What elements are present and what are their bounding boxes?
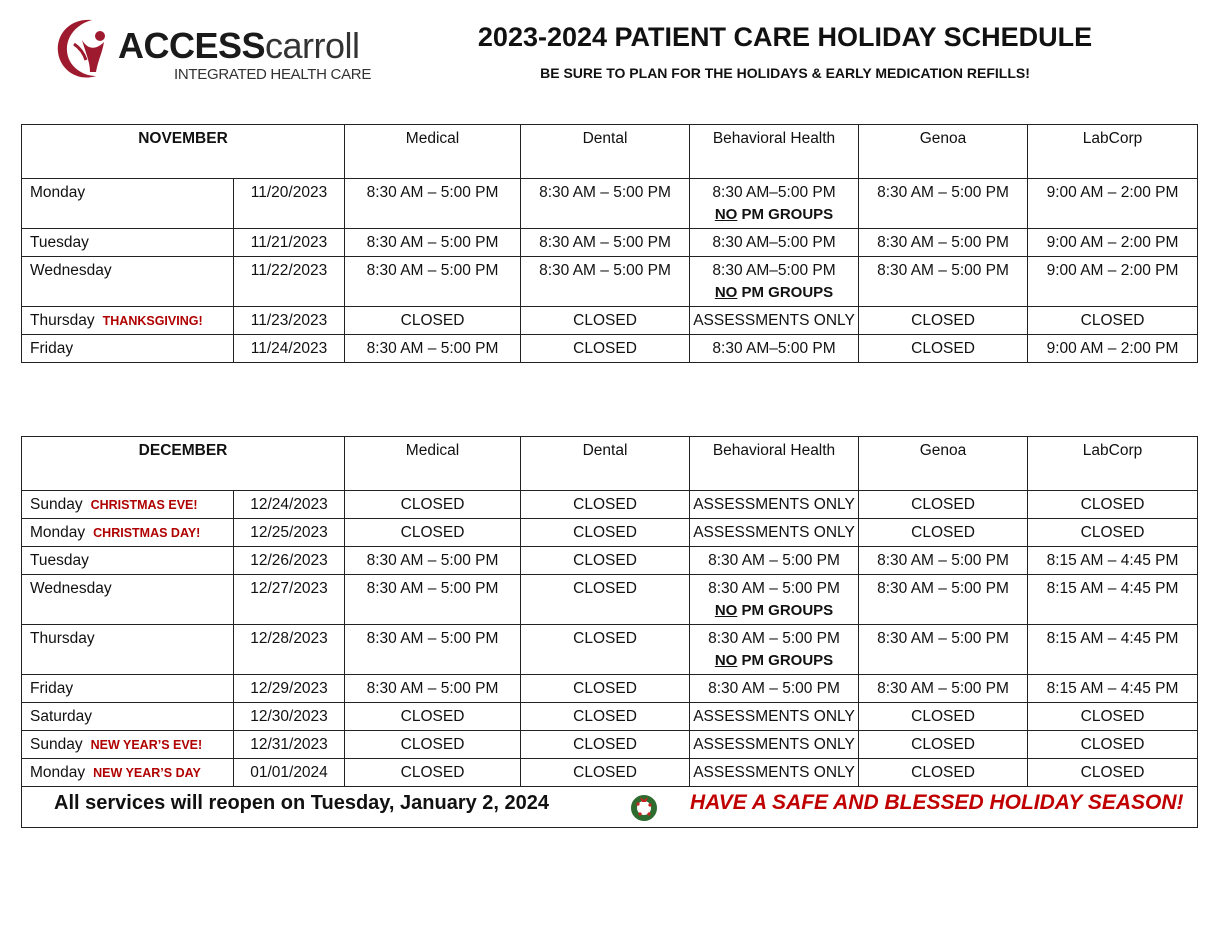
- hours-text: 8:15 AM – 4:45 PM: [1046, 580, 1179, 597]
- hours-text: CLOSED: [573, 680, 637, 697]
- day-cell: [22, 179, 234, 229]
- hours-cell-medical: [345, 675, 521, 703]
- hours-text: 8:30 AM – 5:00 PM: [877, 580, 1009, 597]
- hours-text: 8:15 AM – 4:45 PM: [1046, 630, 1179, 647]
- hours-text: CLOSED: [573, 552, 637, 569]
- hours-text: CLOSED: [400, 764, 465, 781]
- hours-cell-medical: [345, 575, 521, 625]
- hours-cell-medical: [345, 257, 521, 307]
- hours-cell-genoa: [859, 519, 1028, 547]
- hours-cell-medical: [345, 703, 521, 731]
- no-pm-groups-note: [692, 650, 856, 672]
- column-header-behavioral-health: Behavioral Health: [690, 437, 859, 491]
- holiday-greeting: HAVE A SAFE AND BLESSED HOLIDAY SEASON!: [690, 791, 1184, 814]
- hours-cell-genoa: [859, 179, 1028, 229]
- date-cell: 12/28/2023: [234, 625, 345, 675]
- page-title: 2023-2024 PATIENT CARE HOLIDAY SCHEDULE: [477, 22, 1093, 52]
- column-header-medical: Medical: [345, 437, 521, 491]
- table-row: [22, 759, 1198, 787]
- hours-text: CLOSED: [573, 630, 637, 647]
- date-cell: 11/24/2023: [234, 335, 345, 363]
- hours-text: 8:30 AM – 5:00 PM: [366, 234, 499, 251]
- hours-text: 9:00 AM – 2:00 PM: [1046, 262, 1179, 279]
- hours-text: CLOSED: [400, 708, 465, 725]
- column-header-dental: Dental: [521, 125, 690, 179]
- hours-text: ASSESSMENTS ONLY: [693, 708, 855, 725]
- hours-text: CLOSED: [1080, 708, 1145, 725]
- hours-cell-medical: [345, 307, 521, 335]
- hours-cell-genoa: [859, 675, 1028, 703]
- hours-cell-labcorp: [1028, 335, 1198, 363]
- hours-cell-genoa: [859, 229, 1028, 257]
- hours-text: 8:30 AM–5:00 PM: [712, 184, 836, 201]
- hours-text: 8:30 AM–5:00 PM: [712, 340, 836, 357]
- date-cell: 11/21/2023: [234, 229, 345, 257]
- hours-cell-dental: [521, 575, 690, 625]
- hours-cell-behavioral-health: [690, 731, 859, 759]
- date-cell: 11/23/2023: [234, 307, 345, 335]
- hours-cell-genoa: [859, 307, 1028, 335]
- hours-cell-dental: [521, 229, 690, 257]
- hours-text: 8:30 AM – 5:00 PM: [366, 630, 499, 647]
- hours-cell-labcorp: [1028, 519, 1198, 547]
- hours-cell-behavioral-health: [690, 335, 859, 363]
- hours-cell-labcorp: [1028, 675, 1198, 703]
- note-rest: PM GROUPS: [737, 206, 834, 223]
- day-cell: [22, 491, 234, 519]
- hours-text: CLOSED: [911, 496, 975, 513]
- hours-text: CLOSED: [911, 764, 975, 781]
- hours-cell-behavioral-health: [690, 625, 859, 675]
- hours-cell-genoa: [859, 731, 1028, 759]
- column-header-labcorp: LabCorp: [1028, 437, 1198, 491]
- hours-cell-dental: [521, 731, 690, 759]
- hours-cell-medical: [345, 179, 521, 229]
- december-schedule-table: [21, 436, 1198, 828]
- hours-cell-dental: [521, 703, 690, 731]
- hours-cell-behavioral-health: [690, 759, 859, 787]
- hours-text: CLOSED: [911, 312, 975, 329]
- hours-cell-labcorp: [1028, 307, 1198, 335]
- hours-cell-behavioral-health: [690, 491, 859, 519]
- hours-text: 8:15 AM – 4:45 PM: [1046, 552, 1179, 569]
- hours-text: CLOSED: [1080, 524, 1145, 541]
- hours-text: 8:15 AM – 4:45 PM: [1046, 680, 1179, 697]
- hours-text: ASSESSMENTS ONLY: [693, 524, 855, 541]
- table-header-row: [22, 437, 1198, 491]
- no-pm-groups-note: [692, 600, 856, 622]
- day-name: Tuesday: [30, 552, 89, 569]
- hours-cell-medical: [345, 731, 521, 759]
- day-name: Wednesday: [30, 580, 112, 597]
- no-pm-groups-note: [692, 282, 856, 304]
- hours-text: 8:30 AM – 5:00 PM: [366, 262, 499, 279]
- hours-text: CLOSED: [573, 708, 637, 725]
- access-carroll-logo: [52, 14, 372, 90]
- hours-text: 9:00 AM – 2:00 PM: [1046, 184, 1179, 201]
- hours-text: CLOSED: [1080, 764, 1145, 781]
- hours-cell-dental: [521, 519, 690, 547]
- date-cell: 01/01/2024: [234, 759, 345, 787]
- hours-text: ASSESSMENTS ONLY: [693, 312, 855, 329]
- hours-cell-behavioral-health: [690, 257, 859, 307]
- hours-text: CLOSED: [573, 312, 637, 329]
- hours-cell-dental: [521, 307, 690, 335]
- logo-figure-icon: [52, 14, 122, 84]
- footer-row: [22, 787, 1198, 828]
- table-row: [22, 731, 1198, 759]
- table-header-row: [22, 125, 1198, 179]
- column-header-genoa: Genoa: [859, 437, 1028, 491]
- day-name: Thursday: [30, 630, 95, 647]
- hours-cell-dental: [521, 257, 690, 307]
- day-name: Saturday: [30, 708, 93, 725]
- day-name: Sunday: [30, 736, 83, 753]
- hours-text: 8:30 AM – 5:00 PM: [877, 184, 1009, 201]
- day-cell: [22, 675, 234, 703]
- hours-cell-genoa: [859, 703, 1028, 731]
- table-row: [22, 491, 1198, 519]
- hours-text: CLOSED: [911, 524, 975, 541]
- logo-tagline: INTEGRATED HEALTH CARE: [174, 66, 372, 83]
- hours-text: ASSESSMENTS ONLY: [693, 764, 855, 781]
- hours-cell-medical: [345, 519, 521, 547]
- hours-text: CLOSED: [911, 708, 975, 725]
- day-cell: [22, 335, 234, 363]
- table-row: [22, 547, 1198, 575]
- hours-cell-behavioral-health: [690, 547, 859, 575]
- page-header: [0, 0, 1219, 110]
- hours-cell-medical: [345, 491, 521, 519]
- table-row: [22, 307, 1198, 335]
- hours-cell-labcorp: [1028, 257, 1198, 307]
- hours-cell-behavioral-health: [690, 575, 859, 625]
- day-name: Friday: [30, 680, 74, 697]
- hours-cell-labcorp: [1028, 731, 1198, 759]
- hours-text: 9:00 AM – 2:00 PM: [1046, 234, 1179, 251]
- table-row: [22, 519, 1198, 547]
- hours-text: ASSESSMENTS ONLY: [693, 496, 855, 513]
- note-emphasis: NO: [714, 602, 738, 619]
- hours-text: 8:30 AM – 5:00 PM: [366, 340, 499, 357]
- hours-text: CLOSED: [573, 496, 637, 513]
- table-row: [22, 229, 1198, 257]
- holiday-label: THANKSGIVING!: [102, 314, 203, 328]
- hours-cell-genoa: [859, 257, 1028, 307]
- hours-text: 8:30 AM – 5:00 PM: [366, 552, 499, 569]
- day-name: Sunday: [30, 496, 83, 513]
- hours-cell-dental: [521, 759, 690, 787]
- hours-cell-behavioral-health: [690, 675, 859, 703]
- table-row: [22, 703, 1198, 731]
- hours-cell-genoa: [859, 547, 1028, 575]
- hours-cell-genoa: [859, 759, 1028, 787]
- holiday-label: CHRISTMAS DAY!: [93, 526, 201, 540]
- column-header-medical: Medical: [345, 125, 521, 179]
- holiday-label: NEW YEAR’S EVE!: [90, 738, 203, 752]
- hours-text: 8:30 AM – 5:00 PM: [366, 184, 499, 201]
- hours-text: CLOSED: [1080, 312, 1145, 329]
- day-cell: [22, 703, 234, 731]
- reopen-notice: All services will reopen on Tuesday, January 2, 2024: [54, 792, 550, 814]
- hours-text: 8:30 AM – 5:00 PM: [539, 184, 671, 201]
- hours-text: CLOSED: [573, 340, 637, 357]
- hours-text: CLOSED: [400, 736, 465, 753]
- hours-cell-behavioral-health: [690, 307, 859, 335]
- date-cell: 12/27/2023: [234, 575, 345, 625]
- hours-cell-labcorp: [1028, 179, 1198, 229]
- table-row: [22, 575, 1198, 625]
- hours-cell-dental: [521, 675, 690, 703]
- day-name: Monday: [30, 524, 86, 541]
- hours-cell-medical: [345, 335, 521, 363]
- note-emphasis: NO: [714, 652, 738, 669]
- month-heading: NOVEMBER: [22, 125, 345, 179]
- hours-cell-dental: [521, 179, 690, 229]
- day-cell: [22, 759, 234, 787]
- date-cell: 12/30/2023: [234, 703, 345, 731]
- hours-text: 8:30 AM – 5:00 PM: [539, 262, 671, 279]
- logo-access-text: ACCESS: [118, 25, 266, 66]
- day-cell: [22, 575, 234, 625]
- hours-text: CLOSED: [573, 580, 637, 597]
- hours-cell-labcorp: [1028, 703, 1198, 731]
- hours-cell-medical: [345, 759, 521, 787]
- hours-text: 8:30 AM – 5:00 PM: [877, 262, 1009, 279]
- hours-cell-labcorp: [1028, 491, 1198, 519]
- hours-text: 8:30 AM – 5:00 PM: [877, 630, 1009, 647]
- day-name: Friday: [30, 340, 74, 357]
- table-row: [22, 625, 1198, 675]
- day-cell: [22, 519, 234, 547]
- page-subtitle: BE SURE TO PLAN FOR THE HOLIDAYS & EARLY MEDICATION REFILLS!: [540, 65, 1030, 81]
- hours-cell-dental: [521, 547, 690, 575]
- hours-text: 8:30 AM – 5:00 PM: [877, 234, 1009, 251]
- footer-cell: [22, 787, 1198, 828]
- date-cell: 11/20/2023: [234, 179, 345, 229]
- hours-text: 8:30 AM – 5:00 PM: [708, 580, 840, 597]
- hours-text: 8:30 AM – 5:00 PM: [877, 680, 1009, 697]
- hours-cell-medical: [345, 229, 521, 257]
- hours-cell-labcorp: [1028, 229, 1198, 257]
- holiday-label: CHRISTMAS EVE!: [90, 498, 198, 512]
- hours-cell-behavioral-health: [690, 179, 859, 229]
- hours-text: 9:00 AM – 2:00 PM: [1046, 340, 1179, 357]
- day-cell: [22, 547, 234, 575]
- hours-text: CLOSED: [1080, 496, 1145, 513]
- column-header-genoa: Genoa: [859, 125, 1028, 179]
- date-cell: 12/24/2023: [234, 491, 345, 519]
- day-cell: [22, 731, 234, 759]
- hours-text: CLOSED: [1080, 736, 1145, 753]
- note-rest: PM GROUPS: [737, 602, 834, 619]
- hours-text: 8:30 AM – 5:00 PM: [708, 552, 840, 569]
- hours-text: CLOSED: [911, 736, 975, 753]
- day-cell: [22, 257, 234, 307]
- note-emphasis: NO: [714, 206, 738, 223]
- hours-text: CLOSED: [573, 764, 637, 781]
- table-row: [22, 335, 1198, 363]
- wreath-icon: [630, 793, 658, 821]
- day-cell: [22, 229, 234, 257]
- hours-cell-genoa: [859, 335, 1028, 363]
- table-row: [22, 257, 1198, 307]
- hours-cell-dental: [521, 625, 690, 675]
- day-cell: [22, 307, 234, 335]
- holiday-label: NEW YEAR’S DAY: [93, 766, 201, 780]
- hours-cell-medical: [345, 547, 521, 575]
- day-name: Wednesday: [30, 262, 112, 279]
- date-cell: 12/31/2023: [234, 731, 345, 759]
- day-name: Monday: [30, 184, 86, 201]
- hours-cell-genoa: [859, 575, 1028, 625]
- day-name: Monday: [30, 764, 86, 781]
- hours-cell-behavioral-health: [690, 703, 859, 731]
- note-emphasis: NO: [714, 284, 738, 301]
- hours-cell-genoa: [859, 491, 1028, 519]
- hours-cell-behavioral-health: [690, 519, 859, 547]
- hours-text: CLOSED: [400, 496, 465, 513]
- november-schedule-table: [21, 124, 1198, 363]
- hours-text: CLOSED: [400, 312, 465, 329]
- table-row: [22, 179, 1198, 229]
- date-cell: 12/26/2023: [234, 547, 345, 575]
- hours-text: CLOSED: [911, 340, 975, 357]
- day-name: Tuesday: [30, 234, 89, 251]
- column-header-dental: Dental: [521, 437, 690, 491]
- logo-wordmark: [118, 26, 360, 66]
- table-row: [22, 675, 1198, 703]
- column-header-behavioral-health: Behavioral Health: [690, 125, 859, 179]
- hours-text: 8:30 AM – 5:00 PM: [539, 234, 671, 251]
- hours-text: 8:30 AM–5:00 PM: [712, 262, 836, 279]
- month-heading: DECEMBER: [22, 437, 345, 491]
- note-rest: PM GROUPS: [737, 284, 834, 301]
- hours-text: 8:30 AM – 5:00 PM: [708, 630, 840, 647]
- hours-cell-medical: [345, 625, 521, 675]
- day-name: Thursday: [30, 312, 95, 329]
- hours-text: CLOSED: [573, 736, 637, 753]
- hours-text: 8:30 AM – 5:00 PM: [366, 580, 499, 597]
- date-cell: 12/25/2023: [234, 519, 345, 547]
- hours-text: 8:30 AM–5:00 PM: [712, 234, 836, 251]
- hours-cell-dental: [521, 491, 690, 519]
- column-header-labcorp: LabCorp: [1028, 125, 1198, 179]
- hours-text: 8:30 AM – 5:00 PM: [708, 680, 840, 697]
- hours-cell-dental: [521, 335, 690, 363]
- hours-text: 8:30 AM – 5:00 PM: [877, 552, 1009, 569]
- hours-cell-labcorp: [1028, 575, 1198, 625]
- hours-cell-genoa: [859, 625, 1028, 675]
- hours-cell-labcorp: [1028, 547, 1198, 575]
- no-pm-groups-note: [692, 204, 856, 226]
- hours-text: CLOSED: [400, 524, 465, 541]
- hours-text: 8:30 AM – 5:00 PM: [366, 680, 499, 697]
- date-cell: 11/22/2023: [234, 257, 345, 307]
- hours-cell-labcorp: [1028, 759, 1198, 787]
- day-cell: [22, 625, 234, 675]
- hours-text: CLOSED: [573, 524, 637, 541]
- hours-text: ASSESSMENTS ONLY: [693, 736, 855, 753]
- note-rest: PM GROUPS: [737, 652, 834, 669]
- hours-cell-labcorp: [1028, 625, 1198, 675]
- date-cell: 12/29/2023: [234, 675, 345, 703]
- logo-carroll-text: carroll: [265, 25, 360, 66]
- hours-cell-behavioral-health: [690, 229, 859, 257]
